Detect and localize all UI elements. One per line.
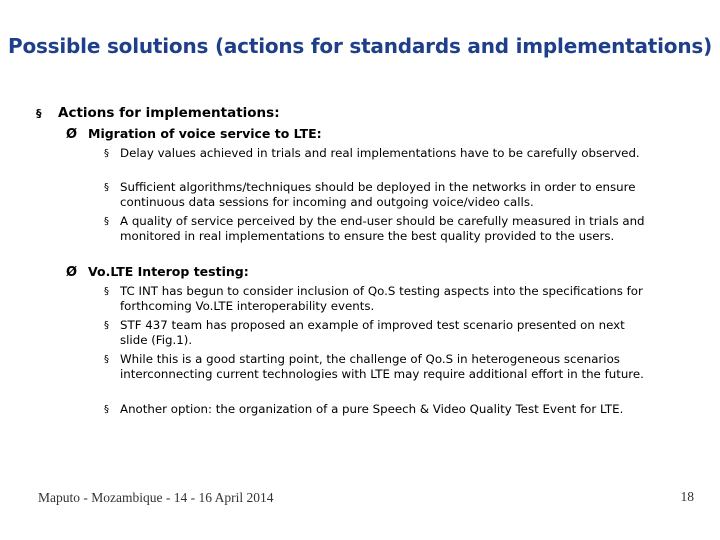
group-heading-migration [66, 126, 686, 142]
arrow-bullet-icon: Ø [66, 265, 78, 280]
square-bullet-icon: § [36, 107, 42, 120]
section-heading [36, 105, 696, 121]
list-item [104, 284, 649, 315]
group-heading-text: Vo.LTE Interop testing: [88, 264, 249, 279]
list-item-text: Delay values achieved in trials and real implementations have to be carefully observed. [120, 146, 640, 160]
list-item [104, 180, 649, 211]
list-item [104, 146, 649, 161]
square-bullet-icon: § [104, 320, 109, 331]
square-bullet-icon: § [104, 354, 109, 365]
square-bullet-icon: § [104, 216, 109, 227]
slide-title: Possible solutions (actions for standards and implementations) [7, 34, 713, 58]
list-item [104, 214, 649, 245]
square-bullet-icon: § [104, 404, 109, 415]
square-bullet-icon: § [104, 286, 109, 297]
list-item-text: While this is a good starting point, the challenge of Qo.S in heterogeneous scenarios interconnecting current technologies with LTE may require additional effort in the future. [120, 352, 644, 382]
page-number: 18 [680, 489, 694, 504]
list-item-text: Another option: the organization of a pure Speech & Video Quality Test Event for LTE. [120, 402, 624, 416]
list-item-text: A quality of service perceived by the end-user should be carefully measured in trials and monitored in real implementations to ensure the best quality provided to the users. [120, 214, 645, 244]
list-item-text: STF 437 team has proposed an example of improved test scenario presented on next slide (Fig.1). [120, 318, 625, 348]
list-item [104, 318, 649, 349]
list-item-text: TC INT has begun to consider inclusion of Qo.S testing aspects into the specifications for forthcoming Vo.LTE interoperability events. [120, 284, 643, 314]
square-bullet-icon: § [104, 182, 109, 193]
list-item [104, 352, 649, 383]
arrow-bullet-icon: Ø [66, 127, 78, 142]
section-heading-text: Actions for implementations: [58, 105, 280, 121]
list-item-text: Sufficient algorithms/techniques should be deployed in the networks in order to ensure continuous data sessions for incoming and outgoing voice/video calls. [120, 180, 636, 210]
list-item [104, 402, 649, 417]
group-heading-volte [66, 264, 686, 280]
square-bullet-icon: § [104, 148, 109, 159]
footer-text: Maputo - Mozambique - 14 - 16 April 2014 [38, 490, 274, 505]
group-heading-text: Migration of voice service to LTE: [88, 126, 322, 141]
